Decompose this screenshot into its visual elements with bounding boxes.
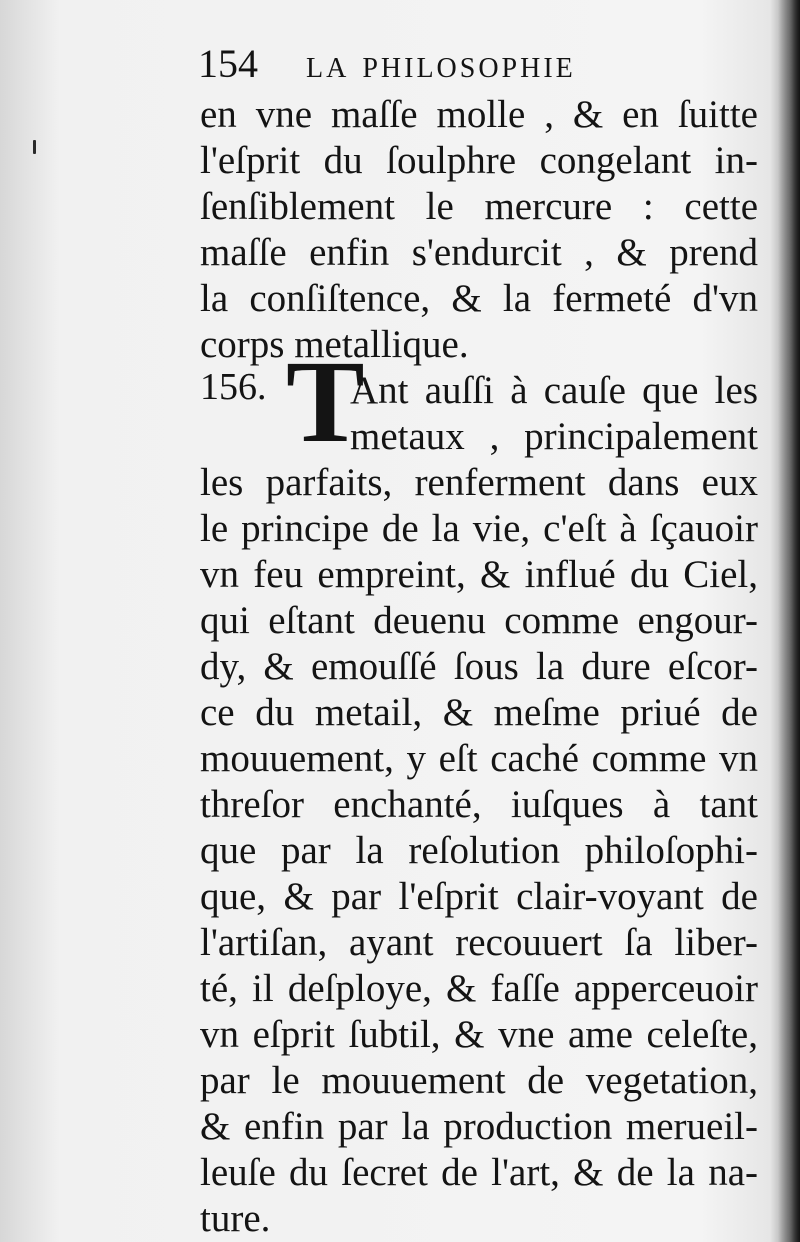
text-line: ture. [200, 1197, 271, 1240]
drop-cap: T [286, 336, 365, 467]
text-line: le principe de la vie, c'eſt à ſçauoir [200, 507, 758, 550]
text-line: que par la reſolution philoſophi- [200, 829, 758, 872]
text-line: mouuement, y eſt caché comme vn [200, 737, 758, 780]
ink-speck [33, 140, 36, 154]
running-title: la philosophie [306, 41, 576, 86]
text-line: qui eſtant deuenu comme engour- [200, 599, 758, 642]
text-line: leuſe du ſecret de l'art, & de la na- [200, 1151, 758, 1194]
paragraph-number: 156. [200, 366, 267, 408]
page-header [198, 40, 758, 88]
text-line: par le mouuement de vegetation, [200, 1059, 758, 1102]
text-line: dy, & emouſſé ſous la dure eſcor- [200, 645, 758, 688]
text-line: & enfin par la production merueil- [200, 1105, 758, 1148]
text-line: maſſe enfin s'endurcit , & prend [200, 231, 758, 274]
text-line: metaux , principalement [350, 415, 758, 458]
text-line: la conſiſtence, & la fermeté d'vn [200, 277, 758, 320]
text-line: les parfaits, renferment dans eux [200, 461, 758, 504]
text-body [200, 92, 758, 1242]
text-line: Ant auſſi à cauſe que les [350, 369, 758, 412]
page-edge-shadow [778, 0, 800, 1242]
text-line: vn feu empreint, & influé du Ciel, [200, 553, 758, 596]
text-line: l'artiſan, ayant recouuert ſa liber- [200, 921, 758, 964]
text-line: ce du metail, & meſme priué de [200, 691, 758, 734]
text-line: corps metallique. [200, 323, 469, 366]
text-line: ſenſiblement le mercure : cette [200, 185, 758, 228]
text-line: vn eſprit ſubtil, & vne ame celeſte, [200, 1013, 758, 1056]
text-line: té, il deſploye, & faſſe apperceuoir [200, 967, 758, 1010]
text-line: threſor enchanté, iuſques à tant [200, 783, 758, 826]
text-line: que, & par l'eſprit clair-voyant de [200, 875, 758, 918]
page-number: 154 [198, 41, 258, 86]
text-line: l'eſprit du ſoulphre congelant in- [200, 139, 758, 182]
text-line: en vne maſſe molle , & en ſuitte [200, 93, 758, 136]
